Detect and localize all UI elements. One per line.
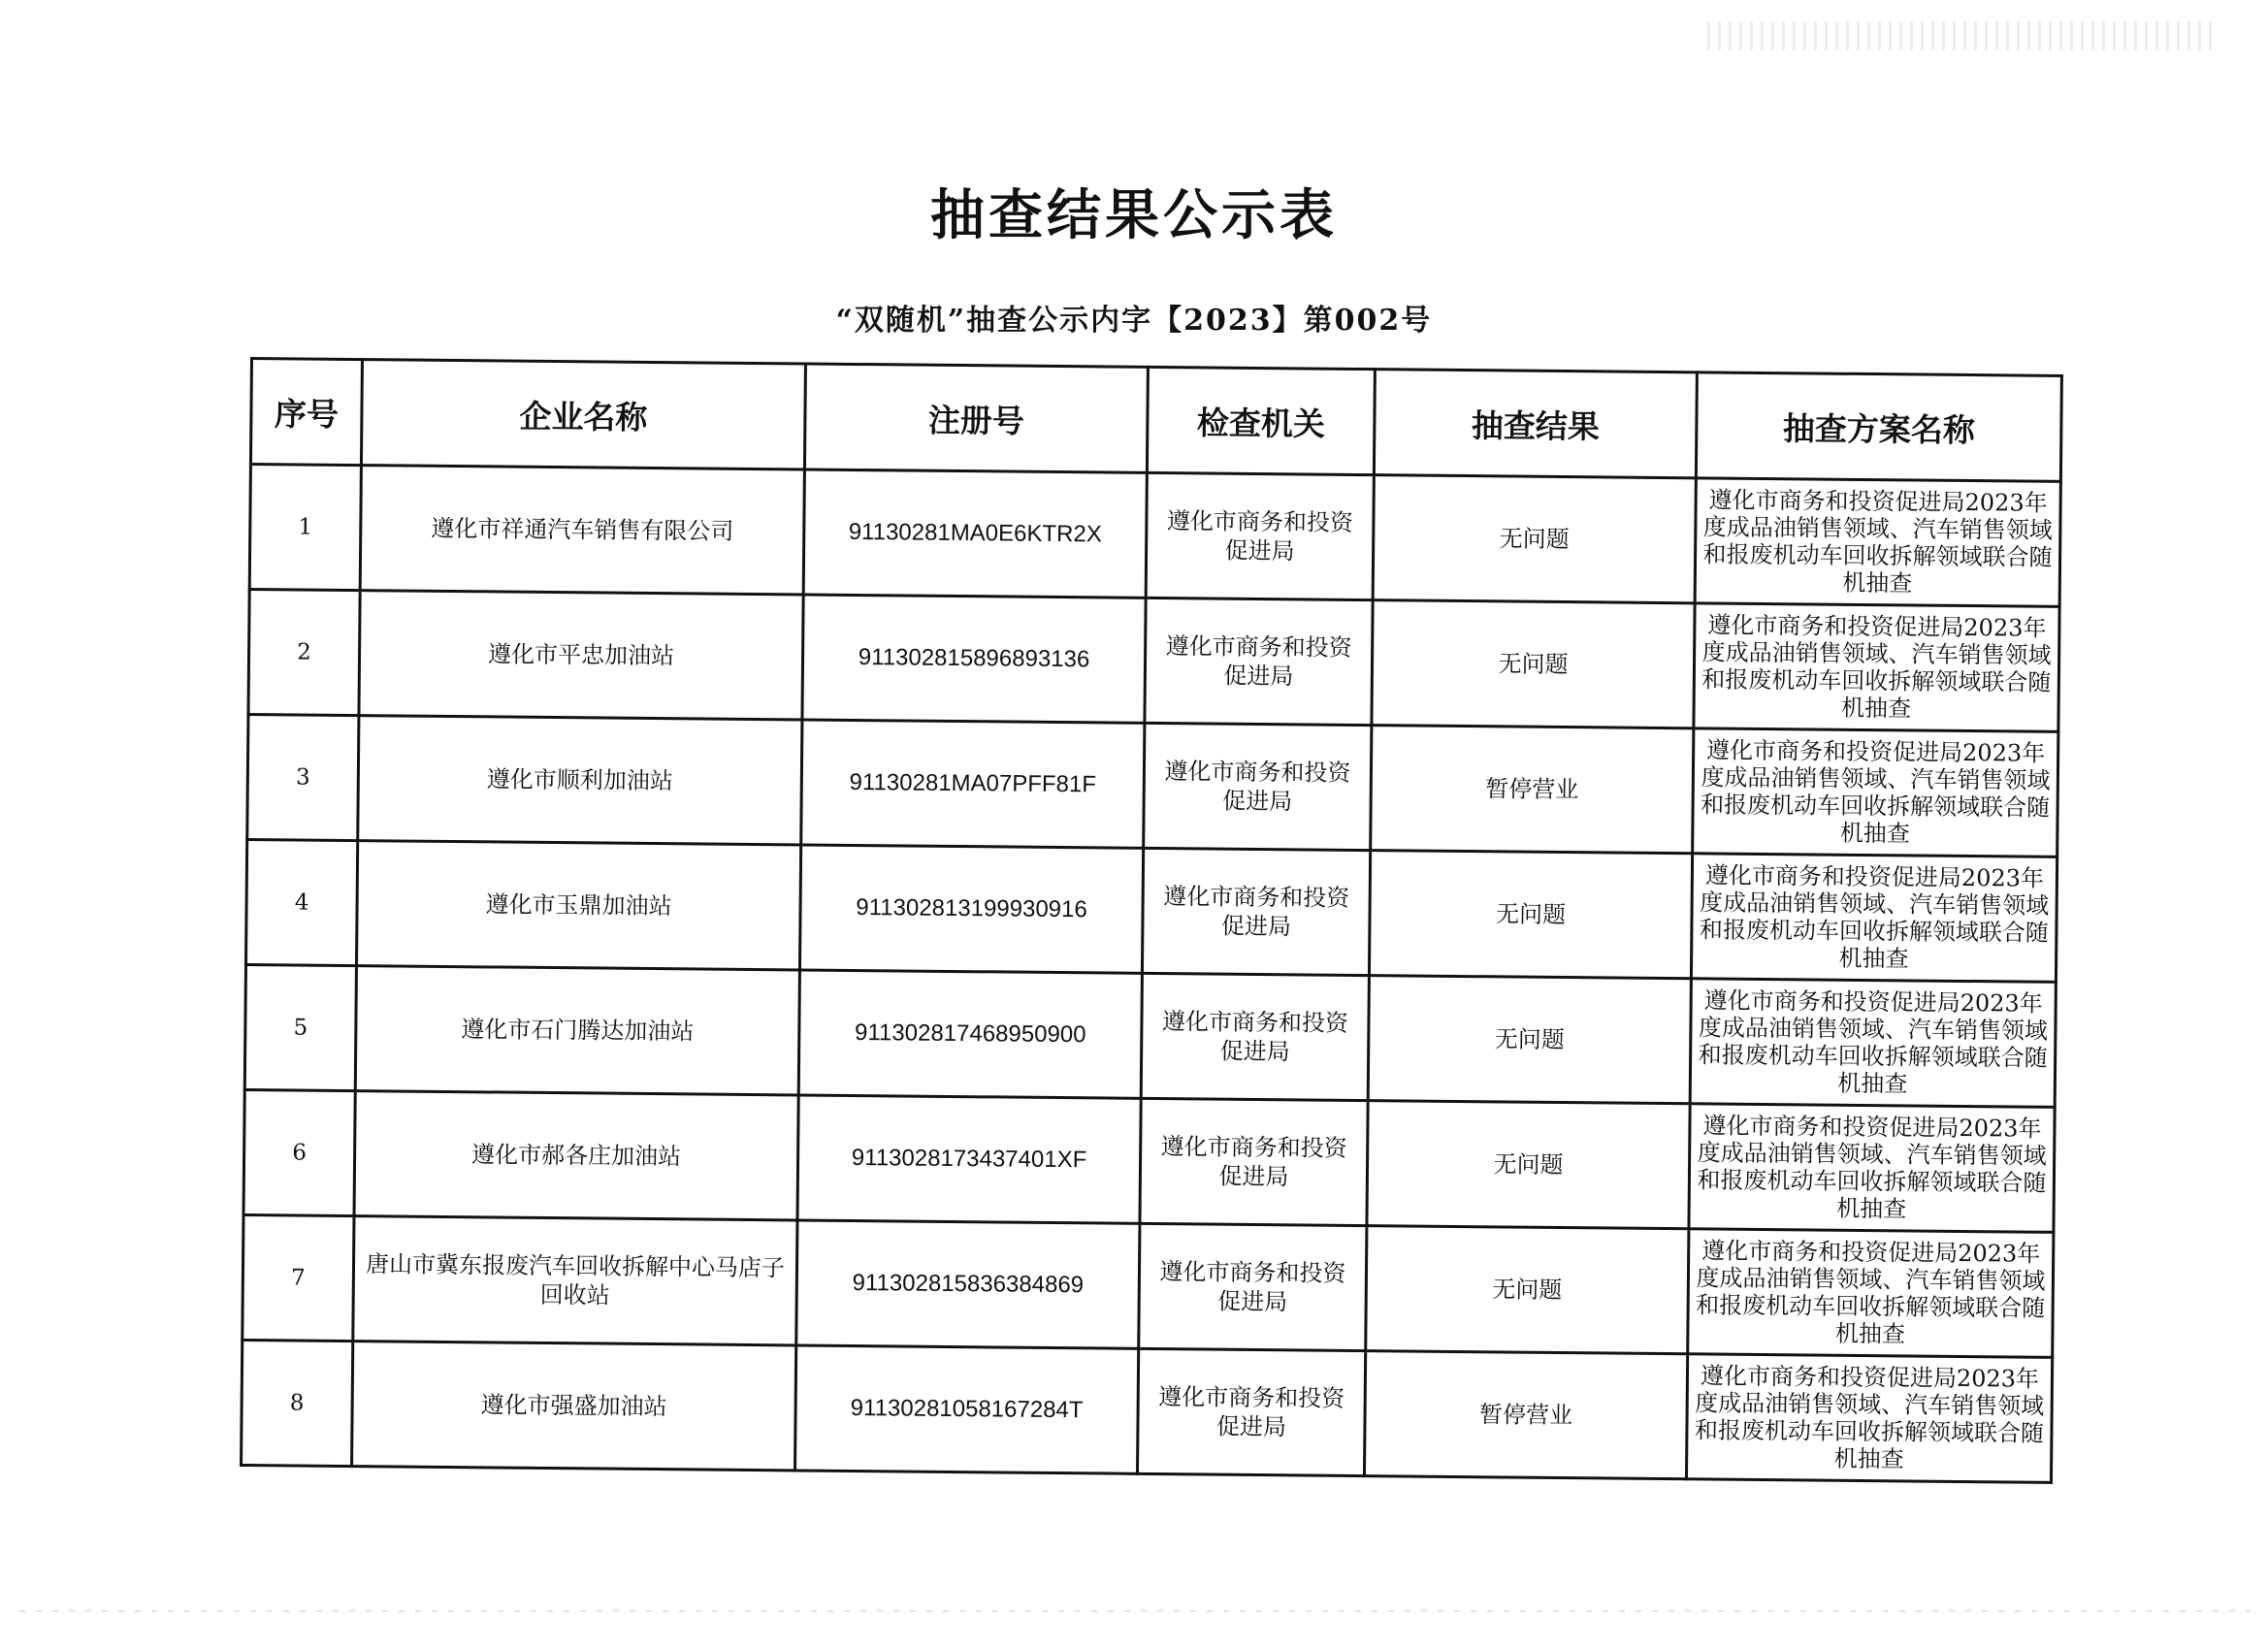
inspection-plan: 遵化市商务和投资促进局2023年度成品油销售领域、汽车销售领域和报废机动车回收拆解领域联合随机抽查 — [1693, 728, 2058, 857]
inspection-plan: 遵化市商务和投资促进局2023年度成品油销售领域、汽车销售领域和报废机动车回收拆解领域联合随机抽查 — [1686, 1354, 2052, 1483]
inspection-plan: 遵化市商务和投资促进局2023年度成品油销售领域、汽车销售领域和报废机动车回收拆解领域联合随机抽查 — [1695, 478, 2060, 607]
serial-number: 8 — [242, 1340, 353, 1466]
inspection-result: 无问题 — [1372, 600, 1695, 728]
company-name: 遵化市玉鼎加油站 — [356, 841, 800, 970]
registration-number: 911302815836384869 — [796, 1220, 1140, 1348]
inspection-result: 暂停营业 — [1364, 1351, 1687, 1479]
inspection-plan: 遵化市商务和投资促进局2023年度成品油销售领域、汽车销售领域和报废机动车回收拆解领域联合随机抽查 — [1689, 1104, 2055, 1233]
inspection-authority: 遵化市商务和投资促进局 — [1144, 723, 1372, 850]
inspection-authority: 遵化市商务和投资促进局 — [1140, 1098, 1368, 1225]
inspection-result: 无问题 — [1369, 851, 1692, 979]
table-row — [244, 964, 2056, 1107]
inspection-authority: 遵化市商务和投资促进局 — [1142, 848, 1370, 975]
serial-number: 3 — [247, 714, 359, 840]
serial-number: 7 — [243, 1214, 354, 1341]
company-name: 遵化市祥通汽车销售有限公司 — [360, 466, 804, 595]
company-name: 遵化市平忠加油站 — [359, 591, 803, 720]
inspection-result: 暂停营业 — [1371, 726, 1694, 854]
serial-number: 2 — [248, 590, 360, 716]
header-company-name: 企业名称 — [361, 360, 805, 469]
inspection-plan: 遵化市商务和投资促进局2023年度成品油销售领域、汽车销售领域和报废机动车回收拆解领域联合随机抽查 — [1691, 854, 2057, 983]
registration-number: 91130281058167284T — [795, 1345, 1139, 1473]
inspection-results-table — [240, 357, 2063, 1484]
inspection-plan: 遵化市商务和投资促进局2023年度成品油销售领域、汽车销售领域和报废机动车回收拆解领域联合随机抽查 — [1688, 1229, 2054, 1358]
header-inspection-authority: 检查机关 — [1147, 367, 1375, 474]
registration-number: 911302817468950900 — [798, 970, 1142, 1098]
table-row — [248, 590, 2059, 732]
inspection-authority: 遵化市商务和投资促进局 — [1139, 1223, 1367, 1350]
table-row — [243, 1214, 2054, 1357]
inspection-result: 无问题 — [1368, 976, 1691, 1104]
inspection-plan: 遵化市商务和投资促进局2023年度成品油销售领域、汽车销售领域和报废机动车回收拆解领域联合随机抽查 — [1690, 979, 2056, 1108]
registration-number: 911302815896893136 — [802, 595, 1146, 723]
document-number: “双随机”抽查公示内字【2023】第002号 — [835, 304, 1433, 338]
registration-number: 91130281MA0E6KTR2X — [803, 469, 1147, 598]
company-name: 唐山市冀东报废汽车回收拆解中心马店子回收站 — [353, 1216, 797, 1345]
table-row — [249, 465, 2060, 607]
table-row — [242, 1340, 2053, 1482]
serial-number: 4 — [245, 839, 357, 965]
header-serial-number: 序号 — [250, 359, 362, 466]
scan-noise-bottom — [19, 1610, 2251, 1612]
registration-number: 911302813199930916 — [799, 845, 1143, 973]
table-header-row — [250, 359, 2061, 482]
serial-number: 1 — [249, 465, 361, 591]
table-row — [245, 839, 2057, 982]
company-name: 遵化市石门腾达加油站 — [355, 966, 799, 1095]
header-inspection-plan: 抽查方案名称 — [1696, 372, 2061, 482]
serial-number: 6 — [243, 1089, 355, 1215]
inspection-authority: 遵化市商务和投资促进局 — [1146, 472, 1374, 599]
header-registration-number: 注册号 — [804, 364, 1148, 472]
company-name: 遵化市顺利加油站 — [358, 716, 802, 845]
serial-number: 5 — [244, 964, 356, 1090]
inspection-authority: 遵化市商务和投资促进局 — [1145, 598, 1373, 725]
table-row — [247, 714, 2058, 857]
inspection-result: 无问题 — [1367, 1101, 1690, 1229]
header-inspection-result: 抽查结果 — [1374, 370, 1697, 478]
registration-number: 91130281MA07PFF81F — [801, 720, 1145, 848]
inspection-authority: 遵化市商务和投资促进局 — [1141, 973, 1369, 1100]
inspection-result: 无问题 — [1366, 1226, 1689, 1354]
scan-noise-top-right — [1707, 21, 2212, 50]
registration-number: 9113028173437401XF — [797, 1095, 1141, 1223]
inspection-authority: 遵化市商务和投资促进局 — [1137, 1348, 1365, 1475]
company-name: 遵化市郝各庄加油站 — [354, 1091, 798, 1220]
inspection-plan: 遵化市商务和投资促进局2023年度成品油销售领域、汽车销售领域和报废机动车回收拆解领域联合随机抽查 — [1694, 603, 2059, 732]
page-title: 抽查结果公示表 — [930, 184, 1338, 247]
company-name: 遵化市强盛加油站 — [352, 1342, 796, 1471]
inspection-result: 无问题 — [1373, 475, 1696, 603]
table-row — [243, 1089, 2055, 1232]
